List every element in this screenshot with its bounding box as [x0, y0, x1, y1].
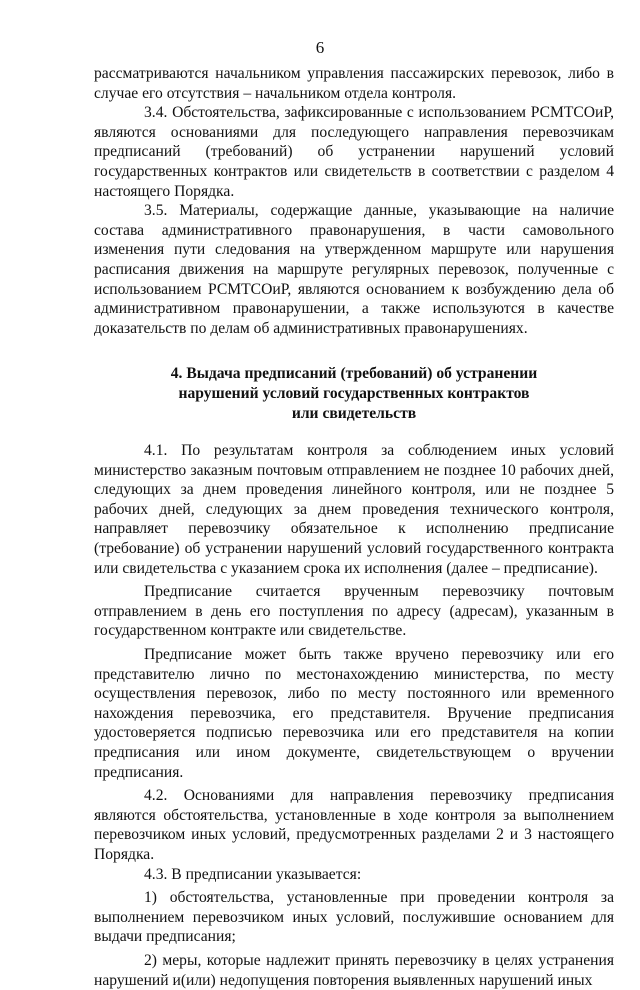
paragraph: 1) обстоятельства, установленные при проведении контроля за выполнением перевозчиком иных условий, послужившие основанием для выдачи предписания; [94, 889, 614, 946]
paragraph: 4.3. В предписании указывается: [144, 865, 362, 883]
paragraph: 4.1. По результатам контроля за соблюдением иных условий министерство заказным почтовым отправлением не позднее 10 рабочих дней, следующих за днем проведения линейного контроля, или не позднее 5 рабочих дней, следующих за днем проведения технического контроля, направляет перевозчику обязательное к исполнению предписание (требование) об устранении нарушений условий государственного контракта или свидетельства с указанием срока их исполнения (далее – предписание). [94, 442, 614, 577]
section-heading-line: нарушений условий государственных контрактов [178, 384, 530, 402]
document-body [94, 64, 614, 990]
page-number: 6 [315, 38, 325, 57]
section-heading [94, 364, 614, 423]
paragraph: 3.5. Материалы, содержащие данные, указывающие на наличие состава административного правонарушения, в части самовольного изменения пути следования на утвержденном маршруте или нарушения расписания движения на маршруте регулярных перевозок, полученные с использованием РСМТСОиР, являются основанием к возбуждению дела об административном правонарушении, а также используются в качестве доказательств по делам об административных правонарушениях. [94, 202, 614, 337]
section-heading-line: 4. Выдача предписаний (требований) об устранении [170, 365, 538, 383]
paragraph: Предписание может быть также вручено перевозчику или его представителю лично по местонахождению министерства, по месту осуществления перевозок, либо по месту постоянного или временного нахождения перевозчика, его представителя. Вручение предписания удостоверяется подписью перевозчика или его представителя на копии предписания или ином документе, свидетельствующем о вручении предписания. [94, 646, 614, 781]
paragraph: 4.2. Основаниями для направления перевозчику предписания являются обстоятельства, установленные в ходе контроля за выполнением перевозчиком иных условий, предусмотренных разделами 2 и 3 настоящего Порядка. [94, 787, 614, 863]
paragraph: 3.4. Обстоятельства, зафиксированные с использованием РСМТСОиР, являются основаниями для последующего направления перевозчикам предписаний (требований) об устранении нарушений условий государственных контрактов или свидетельств в соответствии с разделом 4 настоящего Порядка. [94, 104, 614, 200]
paragraph: рассматриваются начальником управления пассажирских перевозок, либо в случае его отсутствия – начальником отдела контроля. [94, 65, 614, 102]
paragraph: Предписание считается врученным перевозчику почтовым отправлением в день его поступления по адресу (адресам), указанным в государственном контракте или свидетельстве. [94, 583, 614, 640]
paragraph: 2) меры, которые надлежит принять перевозчику в целях устранения нарушений и(или) недопущения повторения выявленных нарушений иных [94, 951, 614, 989]
section-heading-line: или свидетельств [291, 404, 417, 422]
